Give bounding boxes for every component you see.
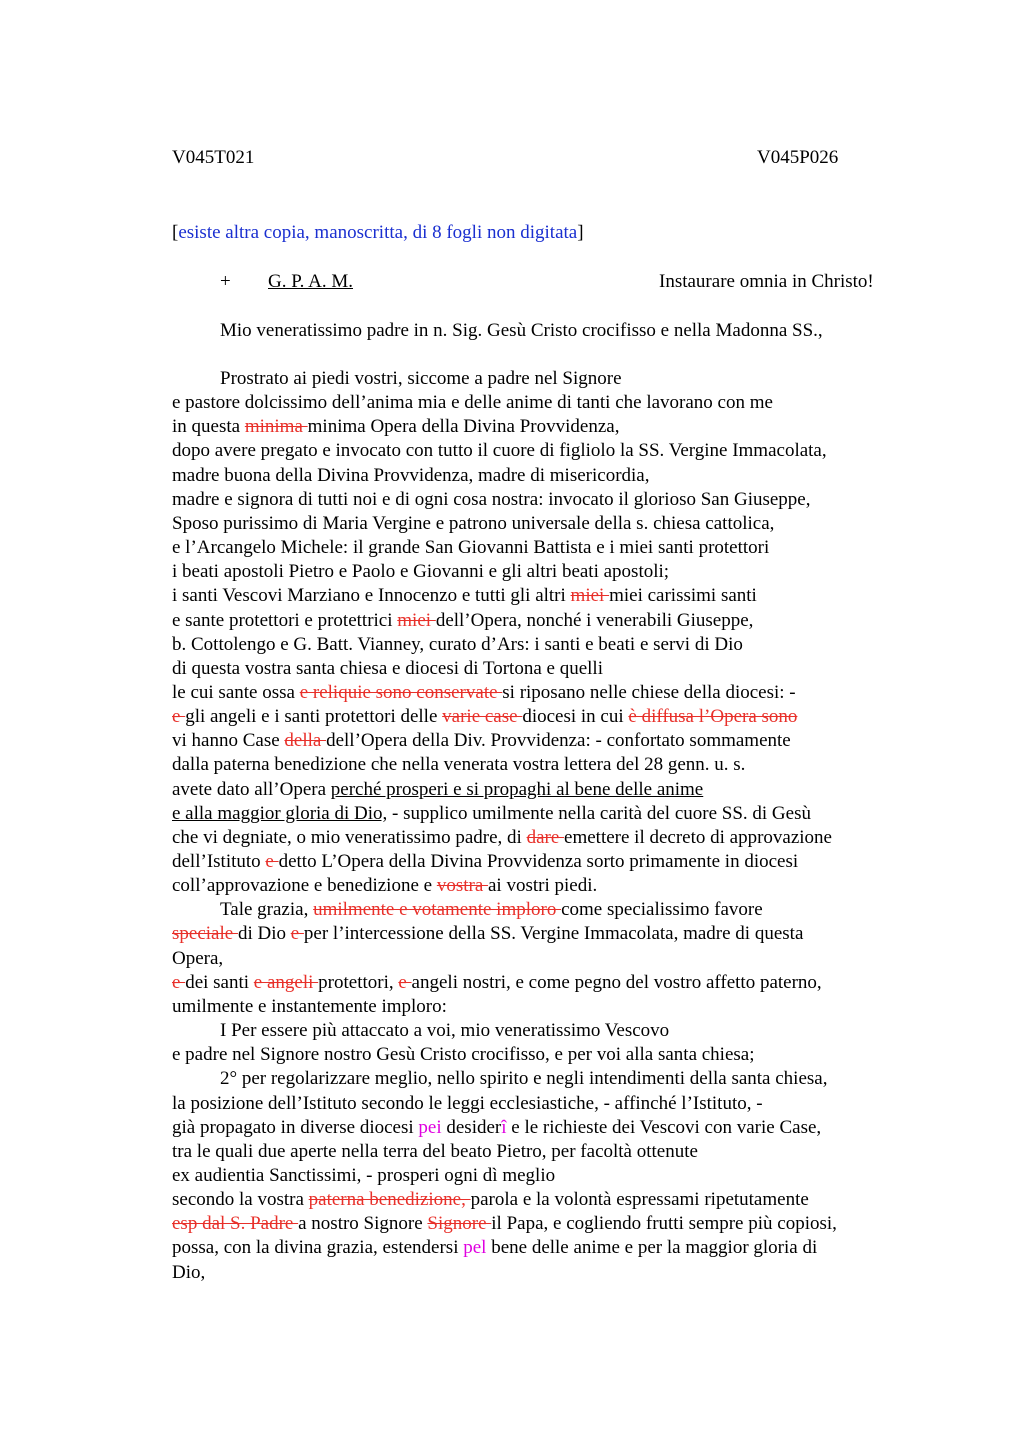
text-segment: ai vostri piedi.: [488, 875, 598, 896]
text-segment: tra le quali due aperte nella terra del beato Pietro, per facoltà ottenute: [172, 1141, 698, 1162]
deleted-text: miei: [570, 585, 610, 606]
text-line: [172, 536, 769, 560]
text-segment: dei santi: [185, 972, 254, 993]
deleted-text: minima: [244, 416, 308, 437]
text-segment: dell’Opera, nonché i venerabili Giuseppe,: [435, 610, 754, 631]
text-line: [172, 1140, 698, 1164]
text-segment: i beati apostoli Pietro e Paolo e Giovanni e gli altri beati apostoli;: [172, 561, 670, 582]
text-segment: dell’Opera della Div. Provvidenza: - confortato sommamente: [326, 730, 791, 751]
text-line: [172, 850, 798, 874]
text-segment: Opera,: [172, 948, 224, 969]
text-line: [172, 1212, 837, 1236]
text-segment: - supplico umilmente nella carità del cuore SS. di Gesù: [387, 803, 811, 824]
text-segment: coll’approvazione e benedizione e: [172, 875, 437, 896]
text-segment: minima Opera della Divina Provvidenza,: [307, 416, 620, 437]
text-segment: già propagato in diverse diocesi: [172, 1117, 419, 1138]
deleted-text: e: [265, 851, 279, 872]
text-line: [172, 826, 832, 850]
text-segment: ex audientia Sanctissimi, - prosperi ogni dì meglio: [172, 1165, 556, 1186]
text-segment: dopo avere pregato e invocato con tutto il cuore di figliolo la SS. Vergine Immacolata,: [172, 440, 827, 461]
text-segment: 2° per regolarizzare meglio, nello spirito e negli intendimenti della santa chiesa,: [220, 1068, 828, 1089]
text-segment: I Per essere più attaccato a voi, mio veneratissimo Vescovo: [220, 1020, 670, 1041]
text-segment: angeli nostri, e come pegno del vostro affetto paterno,: [411, 972, 822, 993]
text-segment: Prostrato ai piedi vostri, siccome a padre nel Signore: [220, 368, 622, 389]
deleted-text: dare: [526, 827, 565, 848]
deleted-text: speciale: [172, 923, 238, 944]
text-line: [172, 1116, 821, 1140]
deleted-text: umilmente e votamente imploro: [313, 899, 562, 920]
text-line: [172, 633, 743, 657]
archival-note: [172, 221, 584, 245]
highlighted-word: î: [501, 1117, 507, 1138]
text-line: [172, 705, 797, 729]
cross-symbol: +: [220, 271, 231, 292]
text-line: [172, 778, 703, 802]
text-segment: e le richieste dei Vescovi con varie Case,: [506, 1117, 822, 1138]
text-segment: la posizione dell’Istituto secondo le leggi ecclesiastiche, - affinché l’Istituto, -: [172, 1093, 763, 1114]
text-line: [172, 415, 619, 439]
motto: Instaurare omnia in Christo!: [659, 271, 874, 292]
text-segment: madre buona della Divina Provvidenza, madre di misericordia,: [172, 465, 650, 486]
text-line: [172, 802, 811, 826]
text-segment: le cui sante ossa: [172, 682, 300, 703]
text-segment: a nostro Signore: [298, 1213, 428, 1234]
underlined-text: e alla maggior gloria di Dio,: [172, 803, 388, 824]
deleted-text: e: [290, 923, 304, 944]
deleted-text: e angeli: [253, 972, 319, 993]
highlighted-word: pel: [463, 1237, 487, 1258]
text-line: [172, 609, 753, 633]
text-segment: madre e signora di tutti noi e di ogni cosa nostra: invocato il glorioso San Giuseppe,: [172, 489, 811, 510]
salutation: Mio veneratissimo padre in n. Sig. Gesù Cristo crocifisso e nella Madonna SS.,: [220, 320, 823, 341]
deleted-text: varie case: [442, 706, 523, 727]
text-segment: emettere il decreto di approvazione: [564, 827, 832, 848]
text-segment: possa, con la divina grazia, estendersi: [172, 1237, 464, 1258]
deleted-text: della: [284, 730, 327, 751]
deleted-text: miei: [397, 610, 436, 631]
text-segment: dalla paterna benedizione che nella venerata vostra lettera del 28 genn. u. s.: [172, 754, 746, 775]
text-segment: gli angeli e i santi protettori delle: [185, 706, 443, 727]
deleted-text: Signore: [427, 1213, 492, 1234]
text-line: [172, 512, 774, 536]
text-segment: bene delle anime e per la maggior gloria di: [486, 1237, 818, 1258]
text-line: [172, 439, 827, 463]
text-segment: diocesi in cui: [522, 706, 629, 727]
text-line: [172, 753, 745, 777]
text-segment: b. Cottolengo e G. Batt. Vianney, curato d’Ars: i santi e beati e servi di Dio: [172, 634, 743, 655]
text-line: [172, 1043, 755, 1067]
text-line: [172, 1261, 205, 1285]
deleted-text: esp dal S. Padre: [172, 1213, 299, 1234]
text-segment: avete dato all’Opera: [172, 779, 331, 800]
deleted-text: e: [398, 972, 412, 993]
text-line: [172, 729, 791, 753]
note-text: esiste altra copia, manoscritta, di 8 fogli non digitata: [178, 222, 578, 243]
text-segment: dell’Istituto: [172, 851, 266, 872]
text-line: [220, 1019, 669, 1043]
text-line: [172, 874, 597, 898]
deleted-text: e: [172, 706, 186, 727]
text-segment: miei carissimi santi: [609, 585, 757, 606]
text-line: [172, 922, 803, 946]
highlighted-word: pei: [418, 1117, 442, 1138]
text-segment: umilmente e instantemente imploro:: [172, 996, 447, 1017]
text-segment: di Dio: [237, 923, 291, 944]
text-line: [220, 1067, 827, 1091]
text-segment: i santi Vescovi Marziano e Innocenzo e tutti gli altri: [172, 585, 571, 606]
text-segment: parola e la volontà espressami ripetutamente: [470, 1189, 809, 1210]
text-segment: per l’intercessione della SS. Vergine Immacolata, madre di questa: [303, 923, 804, 944]
document-code-right: V045P026: [757, 147, 839, 168]
text-line: [172, 1164, 555, 1188]
text-segment: in questa: [172, 416, 245, 437]
text-segment: vi hanno Case: [172, 730, 285, 751]
deleted-text: paterna benedizione,: [308, 1189, 471, 1210]
text-line: [172, 681, 796, 705]
deleted-text: e: [172, 972, 186, 993]
text-line: [172, 464, 649, 488]
text-segment: si riposano nelle chiese della diocesi: -: [502, 682, 796, 703]
text-segment: che vi degniate, o mio veneratissimo padre, di: [172, 827, 527, 848]
text-segment: di questa vostra santa chiesa e diocesi di Tortona e quelli: [172, 658, 603, 679]
text-line: [172, 1092, 763, 1116]
deleted-text: è diffusa l’Opera sono: [628, 706, 798, 727]
text-segment: desider: [441, 1117, 502, 1138]
text-segment: Tale grazia,: [220, 899, 314, 920]
text-segment: il Papa, e cogliendo frutti sempre più copiosi,: [491, 1213, 837, 1234]
text-line: [172, 391, 773, 415]
text-line: [172, 1236, 817, 1260]
text-segment: Sposo purissimo di Maria Vergine e patrono universale della s. chiesa cattolica,: [172, 513, 775, 534]
text-line: [172, 657, 603, 681]
text-segment: protettori,: [318, 972, 399, 993]
text-line: [172, 995, 447, 1019]
text-segment: Dio,: [172, 1262, 206, 1283]
text-segment: detto L’Opera della Divina Provvidenza sorto primamente in diocesi: [278, 851, 799, 872]
deleted-text: e reliquie sono conservate: [299, 682, 503, 703]
text-line: [172, 1188, 809, 1212]
document-code-left: V045T021: [172, 147, 255, 168]
text-segment: e l’Arcangelo Michele: il grande San Giovanni Battista e i miei santi protettori: [172, 537, 770, 558]
text-line: [220, 898, 763, 922]
text-line: [172, 488, 811, 512]
text-segment: come specialissimo favore: [561, 899, 763, 920]
text-line: [172, 584, 757, 608]
note-bracket-close: ]: [577, 222, 584, 243]
text-line: [220, 367, 622, 391]
initials-heading: G. P. A. M.: [268, 271, 353, 292]
text-segment: e sante protettori e protettrici: [172, 610, 398, 631]
text-segment: e pastore dolcissimo dell’anima mia e delle anime di tanti che lavorano con me: [172, 392, 773, 413]
text-segment: e padre nel Signore nostro Gesù Cristo crocifisso, e per voi alla santa chiesa;: [172, 1044, 755, 1065]
text-line: [172, 947, 223, 971]
underlined-text: perché prosperi e si propaghi al bene delle anime: [330, 779, 704, 800]
text-line: [172, 971, 822, 995]
deleted-text: vostra: [436, 875, 488, 896]
text-line: [172, 560, 669, 584]
text-segment: secondo la vostra: [172, 1189, 309, 1210]
note-bracket-open: [: [172, 222, 179, 243]
